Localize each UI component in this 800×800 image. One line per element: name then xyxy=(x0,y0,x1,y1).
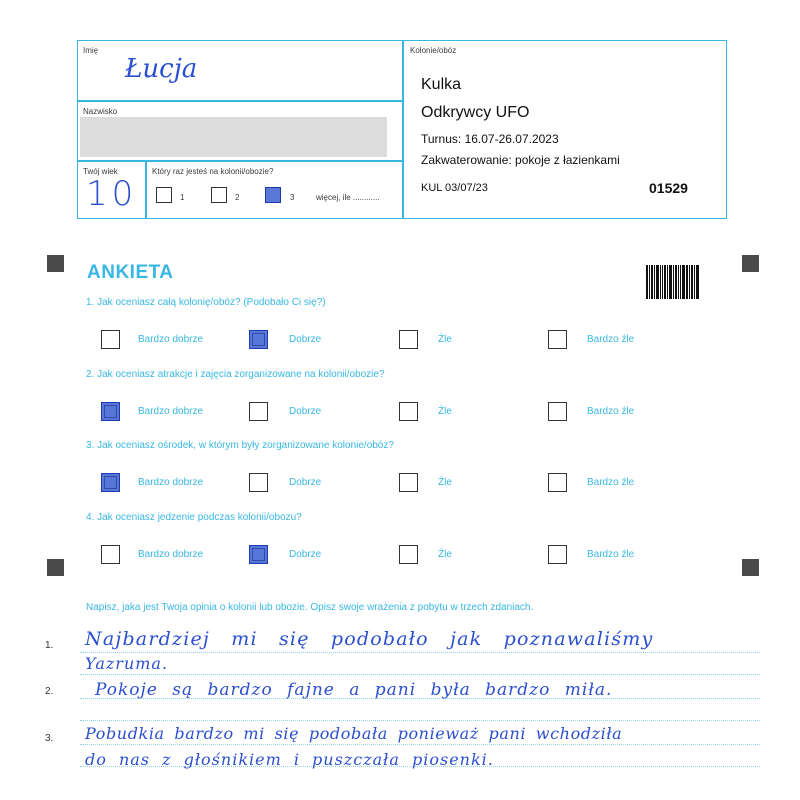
q2-bardzo-dobrze-checkbox[interactable] xyxy=(101,402,120,421)
q1-dobrze-checkbox[interactable] xyxy=(249,330,268,349)
q2-bardzo-dobrze-label: Bardzo dobrze xyxy=(138,406,204,417)
row-divider xyxy=(77,160,403,162)
barcode xyxy=(646,265,700,299)
times-option-3: 3 xyxy=(290,193,295,202)
answer-2[interactable]: Pokoje są bardzo fajne a pani była bardzo miła. xyxy=(95,680,613,700)
answer-3-line-b[interactable]: do nas z głośnikiem i puszczała piosenki. xyxy=(85,750,494,769)
times-label: Który raz jesteś na kolonii/obozie? xyxy=(152,167,274,176)
line-number-1: 1. xyxy=(45,640,54,651)
answer-1-line-a[interactable]: Najbardziej mi się podobało jak poznawaliśmy xyxy=(85,628,654,650)
line-number-3: 3. xyxy=(45,733,54,744)
age-label: Twój wiek xyxy=(83,167,118,176)
age-divider xyxy=(145,160,147,219)
line-number-2: 2. xyxy=(45,686,54,697)
turnus: Turnus: 16.07-26.07.2023 xyxy=(421,132,559,146)
answer-3-line-a[interactable]: Pobudkia bardzo mi się podobała ponieważ pani wchodziła xyxy=(85,724,623,743)
q2-zle-checkbox[interactable] xyxy=(399,402,418,421)
times-checkbox-3[interactable] xyxy=(265,187,281,203)
camp-label: Kolonie/obóz xyxy=(410,46,457,55)
times-option-more: więcej, ile ............ xyxy=(316,193,380,202)
q3-bardzo-dobrze-label: Bardzo dobrze xyxy=(138,477,204,488)
q4-zle-label: Źle xyxy=(438,549,452,560)
q3-dobrze-label: Dobrze xyxy=(289,477,322,488)
q1-zle-checkbox[interactable] xyxy=(399,330,418,349)
question-3-text: 3. Jak oceniasz ośrodek, w którym były zorganizowane kolonie/obóz? xyxy=(86,440,394,451)
last-name-redacted xyxy=(80,117,387,157)
age-value[interactable]: 10 xyxy=(86,174,138,214)
answer-line xyxy=(80,674,760,675)
q4-dobrze-checkbox[interactable] xyxy=(249,545,268,564)
q1-bardzo-zle-label: Bardzo źle xyxy=(587,334,635,345)
question-1-text: 1. Jak oceniasz całą kolonię/obóz? (Podobało Ci się?) xyxy=(86,297,326,308)
camp-program: Odkrywcy UFO xyxy=(421,104,530,121)
q4-zle-checkbox[interactable] xyxy=(399,545,418,564)
camp-code: KUL 03/07/23 xyxy=(421,182,488,194)
form-number: 01529 xyxy=(649,180,688,196)
first-name-value[interactable]: Łucja xyxy=(125,54,198,84)
row-divider xyxy=(77,100,403,102)
q2-bardzo-zle-label: Bardzo źle xyxy=(587,406,635,417)
q3-zle-checkbox[interactable] xyxy=(399,473,418,492)
q2-dobrze-label: Dobrze xyxy=(289,406,322,417)
first-name-label: Imię xyxy=(83,46,99,55)
answer-1-line-b[interactable]: Yazruma. xyxy=(85,654,169,673)
zakwaterowanie: Zakwaterowanie: pokoje z łazienkami xyxy=(421,153,620,167)
answer-line xyxy=(80,744,760,745)
q1-bardzo-zle-checkbox[interactable] xyxy=(548,330,567,349)
registration-marker xyxy=(47,559,64,576)
registration-marker xyxy=(742,255,759,272)
q3-bardzo-zle-checkbox[interactable] xyxy=(548,473,567,492)
q1-dobrze-label: Dobrze xyxy=(289,334,322,345)
answer-line xyxy=(80,652,760,653)
registration-marker xyxy=(742,559,759,576)
q2-dobrze-checkbox[interactable] xyxy=(249,402,268,421)
q4-bardzo-dobrze-label: Bardzo dobrze xyxy=(138,549,204,560)
q2-bardzo-zle-checkbox[interactable] xyxy=(548,402,567,421)
q2-zle-label: Źle xyxy=(438,406,452,417)
times-option-1: 1 xyxy=(180,193,185,202)
q3-zle-label: Źle xyxy=(438,477,452,488)
registration-marker xyxy=(47,255,64,272)
camp-name: Kulka xyxy=(421,76,462,93)
q4-bardzo-dobrze-checkbox[interactable] xyxy=(101,545,120,564)
times-checkbox-1[interactable] xyxy=(156,187,172,203)
times-checkbox-2[interactable] xyxy=(211,187,227,203)
q1-zle-label: Źle xyxy=(438,334,452,345)
times-option-2: 2 xyxy=(235,193,240,202)
q4-bardzo-zle-label: Bardzo źle xyxy=(587,549,635,560)
q4-bardzo-zle-checkbox[interactable] xyxy=(548,545,567,564)
q3-bardzo-dobrze-checkbox[interactable] xyxy=(101,473,120,492)
q3-dobrze-checkbox[interactable] xyxy=(249,473,268,492)
q1-bardzo-dobrze-checkbox[interactable] xyxy=(101,330,120,349)
answer-line xyxy=(80,720,760,721)
q3-bardzo-zle-label: Bardzo źle xyxy=(587,477,635,488)
header-divider xyxy=(402,40,404,219)
survey-title: ANKIETA xyxy=(87,262,174,283)
opinion-prompt: Napisz, jaka jest Twoja opinia o kolonii lub obozie. Opisz swoje wrażenia z pobytu w trzech zdaniach. xyxy=(86,602,534,613)
q4-dobrze-label: Dobrze xyxy=(289,549,322,560)
q1-bardzo-dobrze-label: Bardzo dobrze xyxy=(138,334,204,345)
question-4-text: 4. Jak oceniasz jedzenie podczas kolonii/obozu? xyxy=(86,512,302,523)
question-2-text: 2. Jak oceniasz atrakcje i zajęcia zorganizowane na kolonii/obozie? xyxy=(86,369,385,380)
last-name-label: Nazwisko xyxy=(83,107,118,116)
